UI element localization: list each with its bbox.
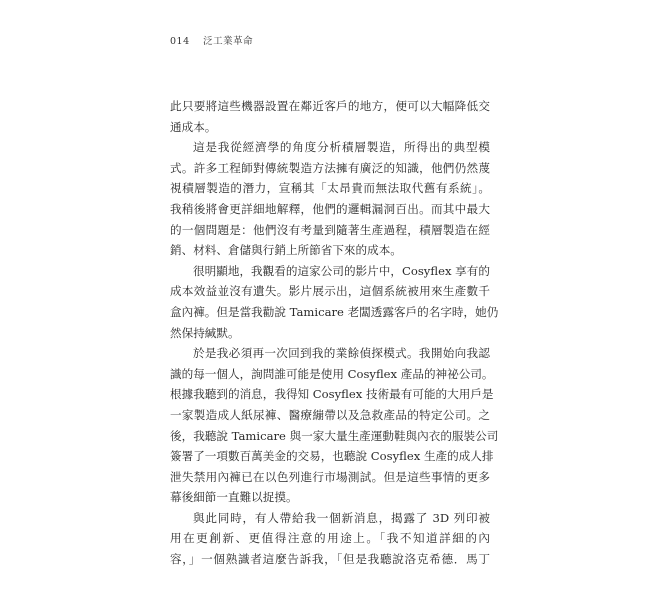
text-line: 容，」一個熟識者這麼告訴我，「但是我聽說洛克希德．馬丁 (170, 552, 490, 567)
text-line: 式。許多工程師對傳統製造方法擁有廣泛的知識，他們仍然蔑 (170, 160, 490, 175)
text-line: 根據我聽到的消息，我得知 Cosyflex 技術最有可能的大用戶是 (170, 387, 494, 402)
text-line: 通成本。 (170, 119, 217, 134)
text-line: 我稍後將會更詳細地解釋，他們的邏輯漏洞百出。而其中最大 (170, 201, 490, 216)
text-line: 與此同時，有人帶給我一個新消息，揭露了 3D 列印被 (193, 510, 490, 525)
paragraph (170, 343, 499, 508)
running-header (170, 33, 253, 47)
book-title: 泛工業革命 (203, 36, 254, 47)
paragraph (170, 508, 490, 570)
body-text (170, 96, 499, 570)
paragraph (170, 96, 490, 137)
text-line: 泄失禁用內褲已在以色列進行市場測試。但是這些事情的更多 (170, 469, 490, 484)
text-line: 的一個問題是：他們沒有考量到隨著生產過程，積層製造在經 (170, 222, 490, 237)
text-line: 視積層製造的潛力，宣稱其「太昂貴而無法取代舊有系統」。 (170, 181, 490, 196)
page-number: 014 (170, 36, 190, 47)
text-line: 成本效益並沒有遺失。影片展示出，這個系統被用來生產數千 (170, 284, 490, 299)
paragraph (170, 137, 490, 261)
text-line: 很明顯地，我觀看的這家公司的影片中，Cosyflex 享有的 (193, 263, 490, 278)
text-line: 幕後細節一直難以捉摸。 (170, 490, 298, 505)
text-line: 銷、材料、倉儲與行銷上所節省下來的成本。 (170, 243, 402, 258)
text-line: 用在更創新、更值得注意的用途上。「我不知道詳細的內 (170, 531, 490, 546)
text-line: 這是我從經濟學的角度分析積層製造，所得出的典型模 (193, 140, 490, 155)
text-line: 於是我必須再一次回到我的業餘偵探模式。我開始向我認 (193, 346, 490, 361)
paragraph (170, 261, 499, 343)
text-line: 後，我聽說 Tamicare 與一家大量生產運動鞋與內衣的服裝公司 (170, 428, 499, 443)
text-line: 一家製造成人紙尿褲、醫療繃帶以及急救產品的特定公司。之 (170, 407, 490, 422)
text-line: 盒內褲。但是當我勸說 Tamicare 老闆透露客戶的名字時，她仍 (170, 304, 499, 319)
text-line: 識的每一個人，詢問誰可能是使用 Cosyflex 產品的神祕公司。 (170, 366, 494, 381)
text-line: 然保持緘默。 (170, 325, 240, 340)
text-line: 簽署了一項數百萬美金的交易，也聽說 Cosyflex 生產的成人排 (170, 449, 494, 464)
text-line: 此只要將這些機器設置在鄰近客戶的地方，便可以大幅降低交 (170, 99, 490, 113)
